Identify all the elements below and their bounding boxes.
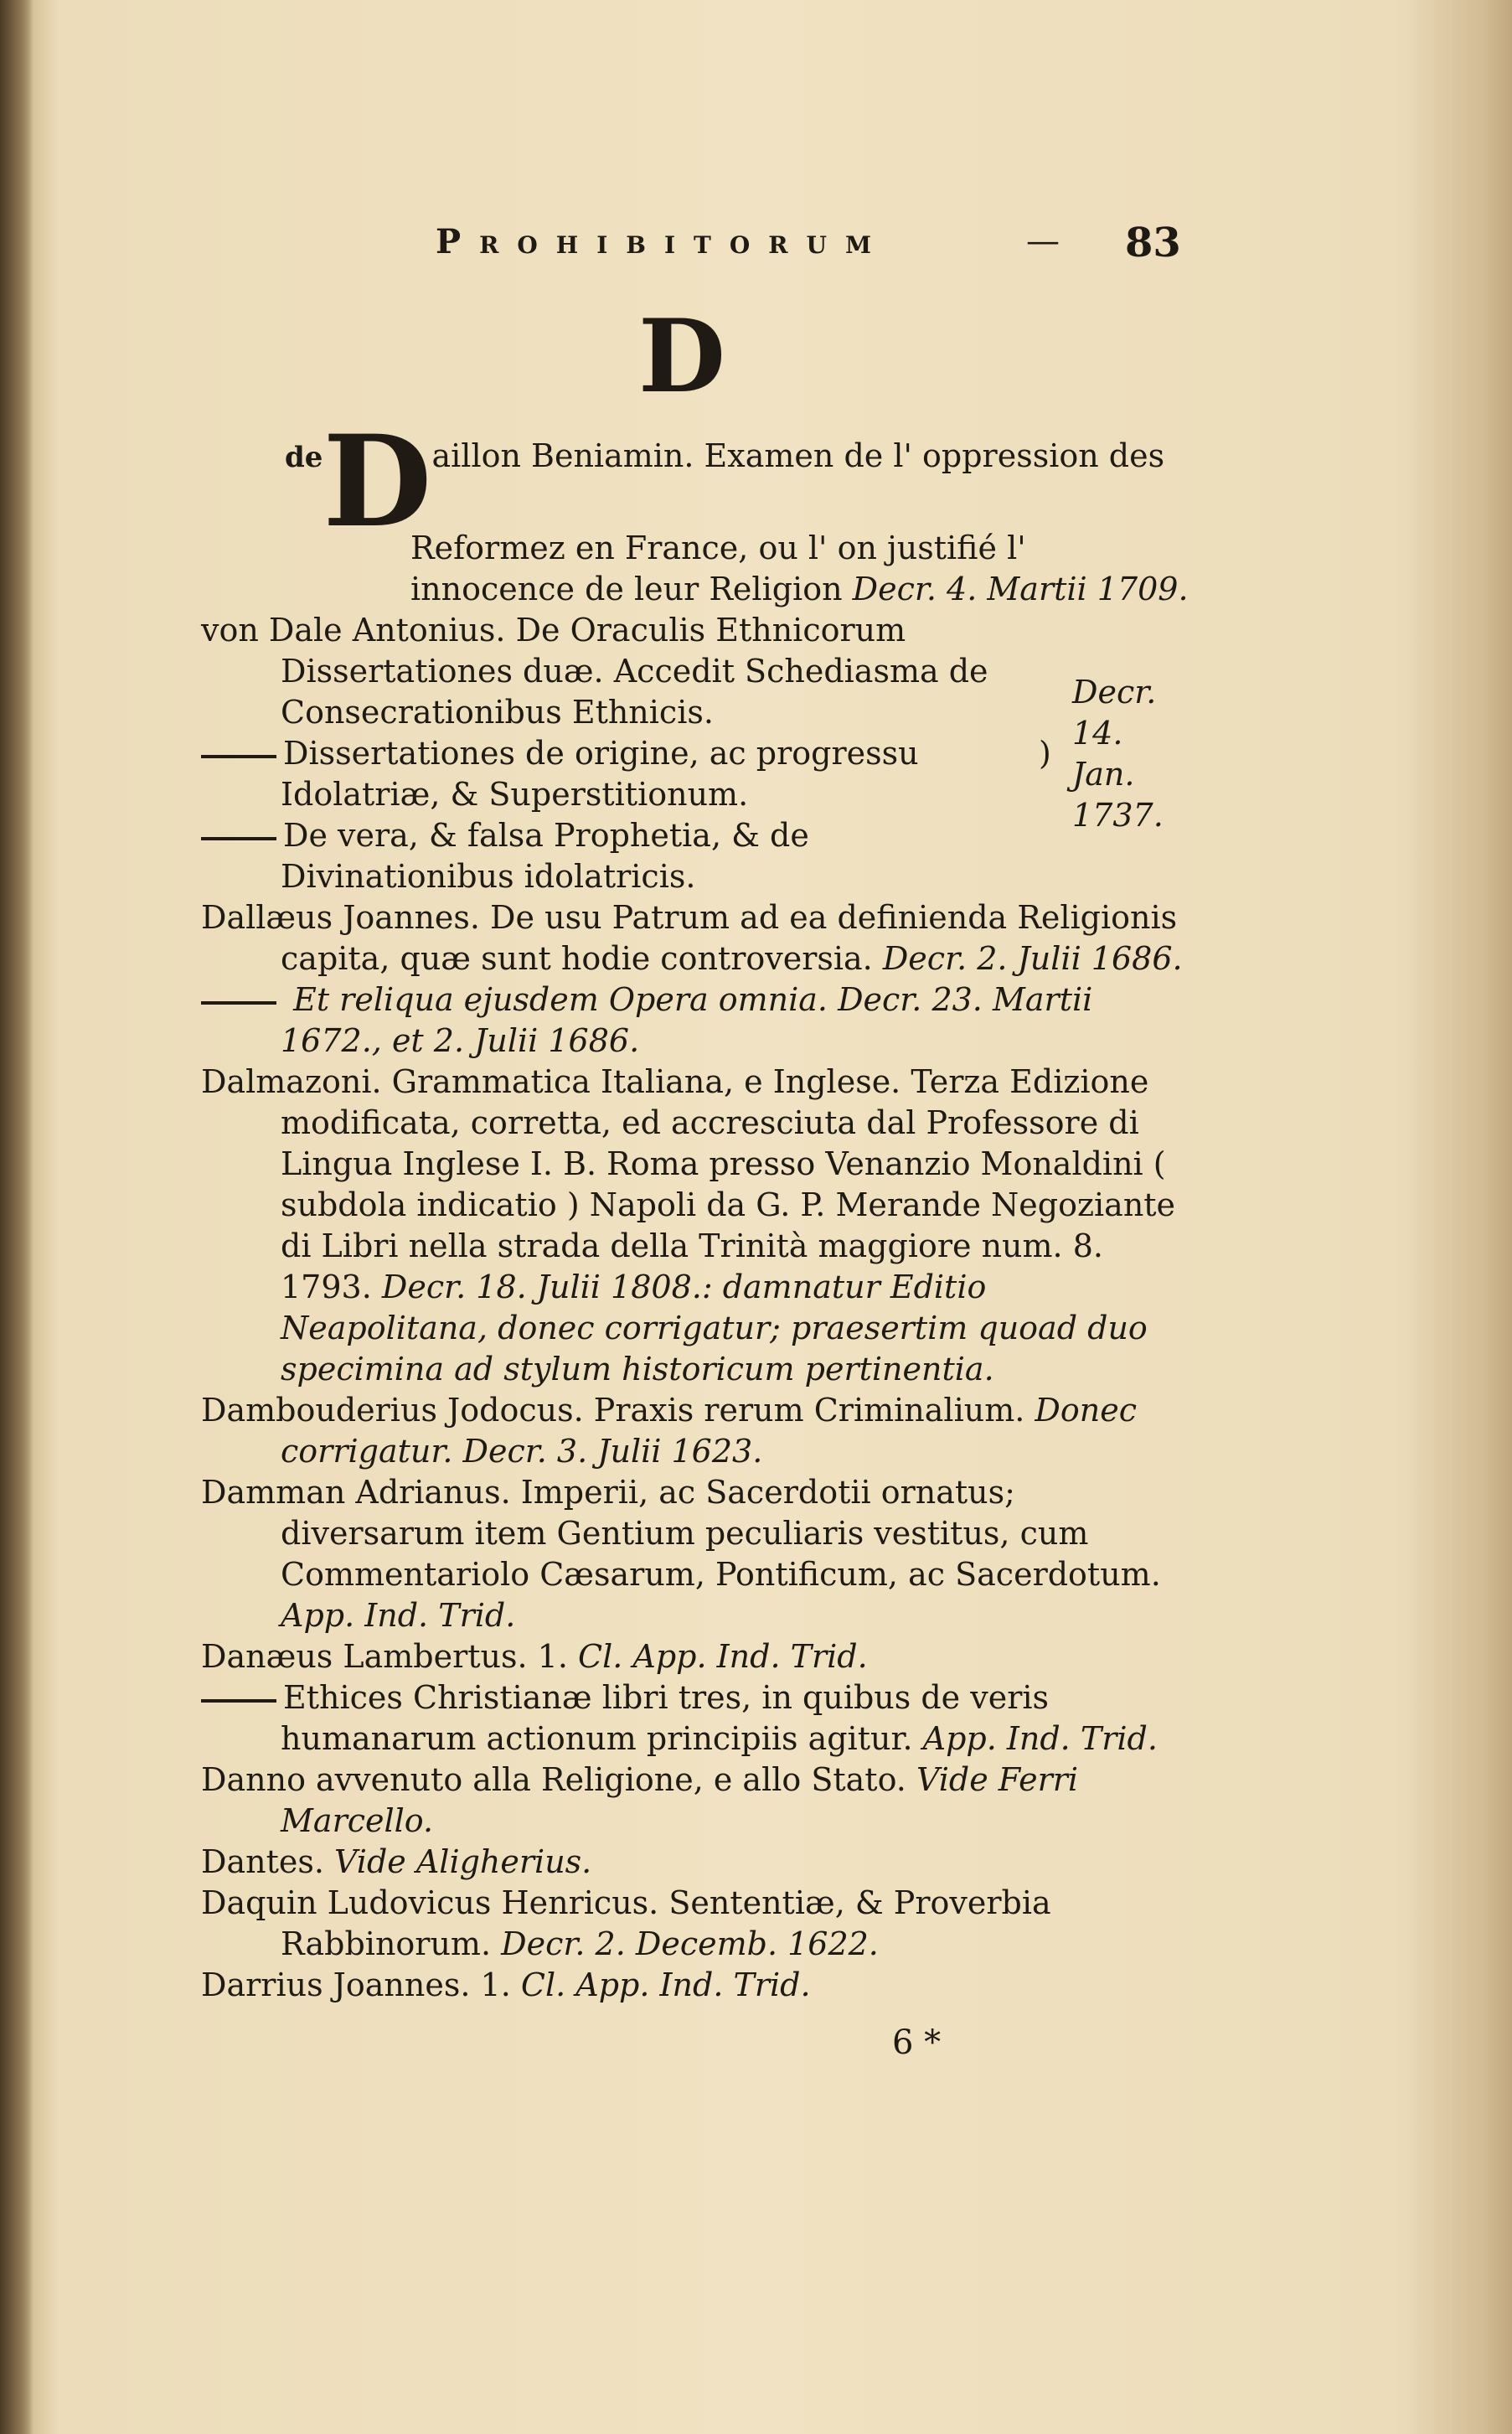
brace: ) [1039, 735, 1051, 772]
entry-dale [201, 610, 1189, 897]
drop-cap: D [323, 408, 432, 556]
entry-citation: Vide Aligherius. [334, 1843, 592, 1880]
entry-citation: Cl. App. Ind. Trid. [520, 1966, 811, 2003]
index-entry [201, 979, 1189, 1062]
index-entry [201, 1883, 1189, 1965]
entry-citation: Cl. App. Ind. Trid. [578, 1638, 868, 1675]
entry-prefix: de [285, 441, 323, 474]
page-number: 83 [1125, 220, 1181, 266]
header-dash: — [1026, 222, 1060, 261]
entry-text: Damman Adrianus. Imperii, ac Sacerdotii ornatus; diversarum item Gentium peculiaris vestitus, cum Commentariolo Cæsarum, Pontificum, ac Sacerdotum. [201, 1474, 1161, 1593]
entry-text: aillon Beniamin. Examen de l' oppression des Reformez en France, ou l' on justifié l' innocence de leur Religion [410, 437, 1165, 607]
entry-citation: Decr. 2. Decemb. 1622. [501, 1925, 879, 1962]
dash-rule [201, 1001, 276, 1005]
index-entry [201, 1472, 1189, 1636]
index-entry [201, 897, 1189, 979]
dash-rule [201, 1699, 276, 1703]
index-entry [201, 1965, 1189, 2006]
entry-citation: Vide Ferri Marcello. [281, 1761, 1079, 1839]
index-entry [201, 1390, 1189, 1472]
entry-citation: App. Ind. Trid. [281, 1597, 516, 1634]
dash-rule [201, 755, 276, 758]
entry-citation: Decr. 18. Julii 1808.: damnatur Editio Neapolitana, donec corrigatur; praesertim quoad duo specimina ad stylum historicum pertinentia. [281, 1269, 1148, 1388]
entry-text: Dallæus Joannes. De usu Patrum ad ea definienda Religionis capita, quæ sunt hodie controversia. [201, 899, 1178, 977]
page-edge-tint [1391, 0, 1512, 2434]
index-entry [201, 1677, 1189, 1760]
section-letter: D [638, 297, 726, 416]
entry-text: Dambouderius Jodocus. Praxis rerum Criminalium. [201, 1392, 1025, 1429]
entry-citation: Decr. 2. Julii 1686. [882, 940, 1183, 977]
running-title: Prohibitorum [436, 222, 890, 261]
dale-sub-2: De vera, & falsa Prophetia, & de Divinationibus idolatricis. [201, 815, 1039, 897]
entry-daillon [201, 408, 1189, 610]
entry-text: Dalmazoni. Grammatica Italiana, e Inglese. Terza Edizione modificata, corretta, ed accresciuta dal Professore di Lingua Inglese I. B. Roma presso Venanzio Monaldini ( subdola indicatio ) Napoli da G. P. Merande Negoziante di Libri nella strada della Trinità maggiore num. 8. 1793. [201, 1063, 1176, 1305]
entry-citation: Donec corrigatur. Decr. 3. Julii 1623. [281, 1392, 1137, 1470]
catchword: 6 * [892, 2023, 942, 2062]
entry-text: Daquin Ludovicus Henricus. Sententiæ, & Proverbia Rabbinorum. [201, 1884, 1051, 1962]
dale-decree: Decr. 14. Jan. 1737. [1072, 673, 1164, 834]
entry-text: Danæus Lambertus. 1. [201, 1638, 568, 1675]
book-spine-shadow [0, 0, 34, 2434]
index-entry [201, 1842, 1189, 1883]
index-entry [201, 1760, 1189, 1842]
entry-list [201, 897, 1189, 2006]
entry-decree: Decr. 4. Martii 1709. [852, 571, 1189, 607]
index-entry [201, 1062, 1189, 1390]
entry-text: Darrius Joannes. 1. [201, 1966, 511, 2003]
entry-text: Dantes. [201, 1843, 324, 1880]
entry-text: Ethices Christianæ libri tres, in quibus de veris humanarum actionum principiis agitur. [281, 1679, 1050, 1757]
dale-sub-1: Dissertationes de origine, ac progressu Idolatriæ, & Superstitionum. [201, 733, 1039, 815]
index-entry [201, 1636, 1189, 1677]
index-entries [201, 408, 1189, 2006]
entry-citation: Et reliqua ejusdem Opera omnia. Decr. 23. Martii 1672., et 2. Julii 1686. [281, 981, 1093, 1059]
entry-citation: App. Ind. Trid. [922, 1720, 1158, 1757]
dale-head: von Dale Antonius. De Oraculis Ethnicorum Dissertationes duæ. Accedit Schediasma de Consecrationibus Ethnicis. [201, 612, 988, 731]
entry-text: Danno avvenuto alla Religione, e allo Stato. [201, 1761, 906, 1798]
dash-rule [201, 837, 276, 840]
